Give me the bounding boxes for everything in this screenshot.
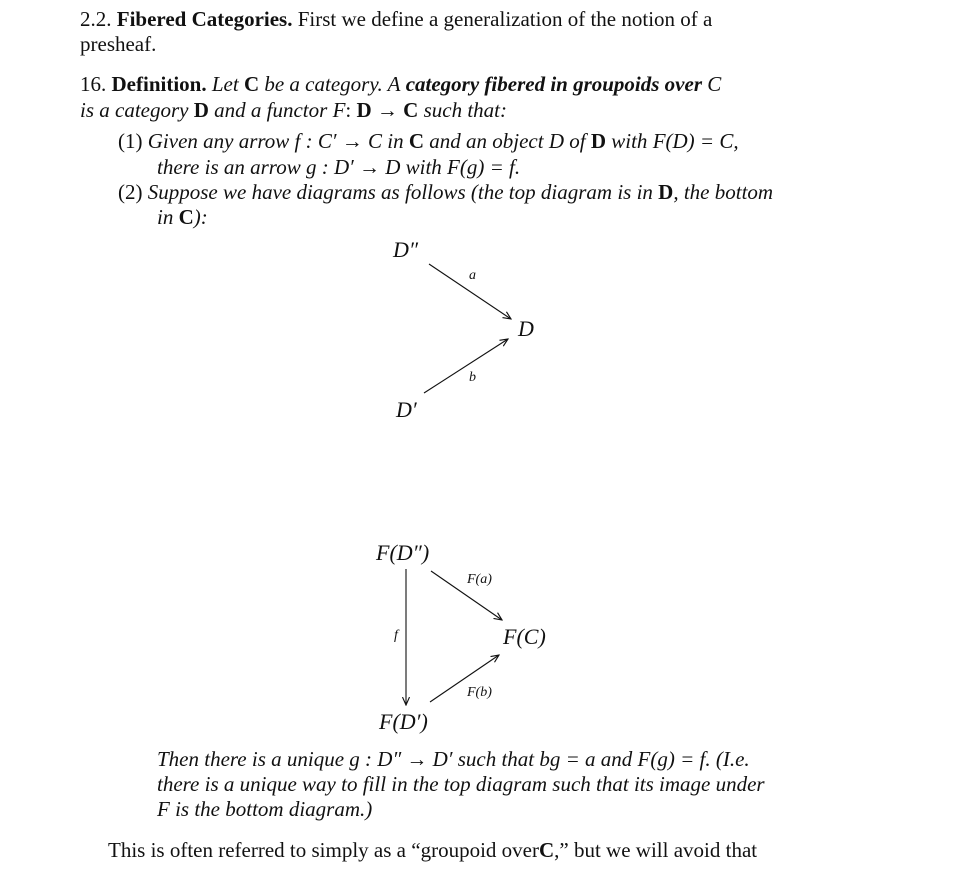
- functor-F: F: [332, 98, 346, 122]
- category-C-italic: C: [707, 72, 722, 96]
- colon: :: [345, 98, 352, 122]
- category-C-bold: C: [243, 72, 260, 96]
- remark-line-1: [108, 838, 757, 863]
- category-C-bold: C: [538, 838, 555, 862]
- list-item-text: in: [157, 205, 174, 229]
- list-item-text: with: [611, 129, 648, 153]
- list-item-text: Suppose we have diagrams as follows (the top diagram is in: [147, 180, 653, 204]
- category-D-bold: D: [193, 98, 209, 122]
- list-item-text: ):: [193, 205, 208, 229]
- conclusion-line-2: [157, 772, 765, 797]
- list-item-2-number: (2): [118, 180, 143, 204]
- section-intro-tail: presheaf.: [80, 32, 157, 56]
- definition-heading: Definition.: [111, 72, 207, 96]
- conclusion-text: Then there is a unique g : D″ → D′ such that bg = a and F(g) = f. (I.e.: [157, 747, 750, 771]
- arrow-label-F-b: F(b): [467, 685, 492, 700]
- definition-text: is a category: [80, 98, 189, 122]
- list-item-text: , the bottom: [673, 180, 774, 204]
- category-D-bold: D: [590, 129, 606, 153]
- arrow-label-a: a: [469, 268, 476, 283]
- arrow-label-f: f: [394, 628, 398, 643]
- math-map: f : C′ → C: [294, 129, 382, 153]
- list-item-text: Given any arrow: [147, 129, 290, 153]
- arrow-b: [424, 339, 508, 393]
- conclusion-line-3: [157, 797, 372, 822]
- definition-text: such that:: [423, 98, 507, 122]
- node-F-C: F(C): [503, 624, 546, 649]
- section-number: 2.2.: [80, 7, 112, 31]
- remark-text: ,” but we will avoid that: [554, 838, 758, 862]
- definition-text: and a functor: [214, 98, 328, 122]
- category-D-bold: D: [658, 180, 674, 204]
- conclusion-text: F is the bottom diagram.): [157, 797, 373, 821]
- remark-text: This is often referred to simply as a “groupoid over: [108, 838, 539, 862]
- list-item-1-number: (1): [118, 129, 143, 153]
- node-D-double-prime: D″: [393, 237, 419, 262]
- category-C-bold: C: [178, 205, 194, 229]
- definition-text: be a category. A: [264, 72, 401, 96]
- list-item-text: there is an arrow g : D′ → D with F(g) = f.: [157, 155, 521, 179]
- math-equation: F(D) = C,: [652, 129, 739, 153]
- node-D-prime: D′: [396, 397, 417, 422]
- list-item-text: and an object: [429, 129, 544, 153]
- category-D-bold: D: [356, 98, 372, 122]
- list-item-text: in: [387, 129, 404, 153]
- definition-text: Let: [211, 72, 239, 96]
- section-intro-text: First we define a generalization of the notion of a: [297, 7, 713, 31]
- list-item-text: of: [569, 129, 586, 153]
- conclusion-text: there is a unique way to fill in the top diagram such that its image under: [157, 772, 765, 796]
- category-C-bold: C: [403, 98, 419, 122]
- node-D: D: [518, 316, 534, 341]
- category-C-bold: C: [408, 129, 424, 153]
- object-D: D: [548, 129, 564, 153]
- conclusion-line-1: [157, 747, 750, 772]
- definition-number: 16.: [80, 72, 107, 96]
- defined-term: category fibered in groupoids over: [405, 72, 702, 96]
- arrow-symbol: →: [376, 98, 398, 122]
- node-F-D-prime: F(D′): [379, 709, 428, 734]
- arrow-label-F-a: F(a): [467, 572, 492, 587]
- arrow-label-b: b: [469, 370, 476, 385]
- section-title: Fibered Categories.: [116, 7, 293, 31]
- node-F-D-double-prime: F(D″): [376, 540, 430, 565]
